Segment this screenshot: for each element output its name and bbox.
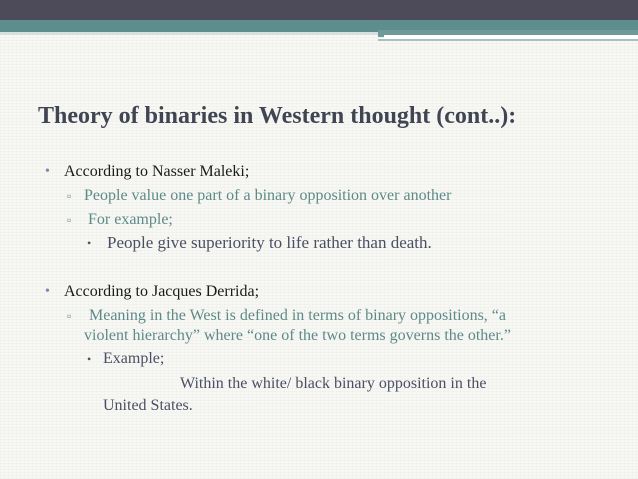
derrida-example-line-2: United States. <box>103 397 193 414</box>
maleki-point-2: For example; <box>88 211 173 228</box>
header-band-line <box>378 39 638 41</box>
derrida-example-label: Example; <box>103 350 165 367</box>
section-heading-derrida: According to Jacques Derrida; <box>64 283 260 300</box>
square-bullet-icon: ▫ <box>67 213 72 227</box>
slide-title: Theory of binaries in Western thought (cont..): <box>38 103 517 129</box>
maleki-point-1: People value one part of a binary opposition over another <box>84 187 452 204</box>
square-bullet-icon: ▫ <box>67 309 72 323</box>
dot-bullet-icon: • <box>87 236 92 250</box>
bullet-icon: • <box>45 284 50 299</box>
square-bullet-icon: ▫ <box>67 189 72 203</box>
section-heading-maleki: According to Nasser Maleki; <box>64 163 250 180</box>
derrida-point-line-1: Meaning in the West is defined in terms of binary oppositions, “a <box>89 307 507 324</box>
maleki-example: People give superiority to life rather than death. <box>107 233 432 252</box>
bullet-icon: • <box>45 164 50 179</box>
dot-bullet-icon: • <box>87 352 92 366</box>
derrida-point-line-2: violent hierarchy” where “one of the two terms governs the other.” <box>84 327 511 344</box>
header-band-dark <box>0 0 638 20</box>
derrida-example-line-1: Within the white/ black binary opposition in the <box>180 375 487 392</box>
header-band-light <box>0 32 378 35</box>
